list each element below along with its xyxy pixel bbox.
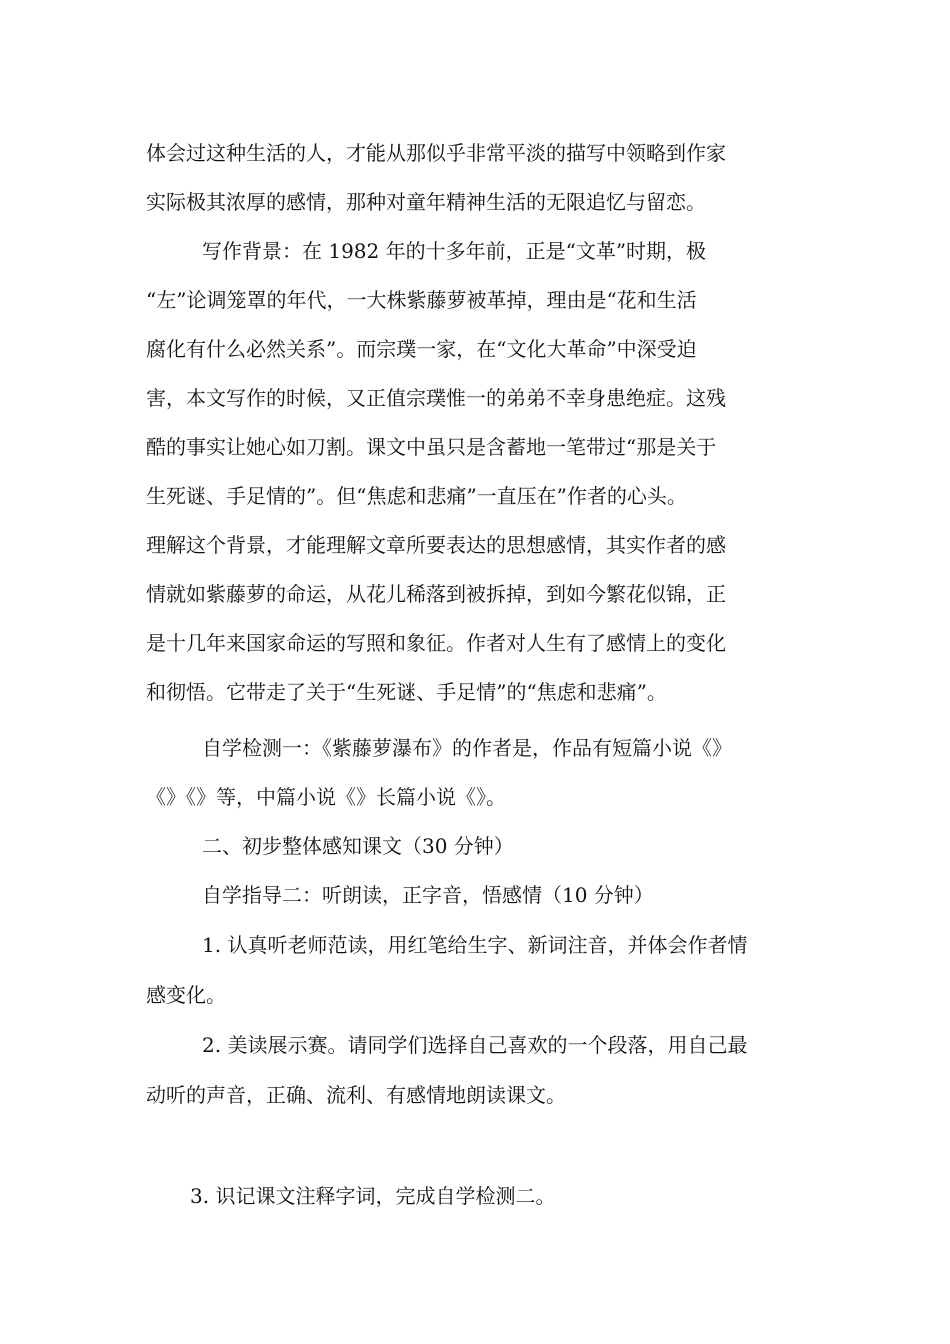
text-line: 和彻悟。它带走了关于“生死谜、手足情”的“焦虑和悲痛”。 xyxy=(146,680,667,704)
text-line: 《》《》等，中篇小说《》长篇小说《》。 xyxy=(146,785,506,809)
text-line: 情就如紫藤萝的命运，从花儿稀落到被拆掉，到如今繁花似锦，正 xyxy=(146,582,726,606)
text-line: 自学指导二：听朗读，正字音，悟感情（10 分钟） xyxy=(202,883,654,907)
text-line: 实际极其浓厚的感情，那种对童年精神生活的无限追忆与留恋。 xyxy=(146,190,706,214)
text-line: 酷的事实让她心如刀割。课文中虽只是含蓄地一笔带过“那是关于 xyxy=(146,435,717,459)
text-line: 是十几年来国家命运的写照和象征。作者对人生有了感情上的变化 xyxy=(146,631,726,655)
text-line: 自学检测一：《紫藤萝瀑布》的作者是，作品有短篇小说《》 xyxy=(202,736,732,760)
text-line: 腐化有什么必然关系”。而宗璞一家，在“文化大革命”中深受迫 xyxy=(146,337,697,361)
list-item: 2. 美读展示赛。请同学们选择自己喜欢的一个段落，用自己最 xyxy=(202,1033,748,1057)
text-line: 害，本文写作的时候，又正值宗璞惟一的弟弟不幸身患绝症。这残 xyxy=(146,386,726,410)
text-line: 感变化。 xyxy=(146,983,226,1007)
text-line: 理解这个背景，才能理解文章所要表达的思想感情，其实作者的感 xyxy=(146,533,726,557)
text-line: 动听的声音，正确、流利、有感情地朗读课文。 xyxy=(146,1083,566,1107)
text-line: 体会过这种生活的人，才能从那似乎非常平淡的描写中领略到作家 xyxy=(146,141,726,165)
section-heading: 二、初步整体感知课文（30 分钟） xyxy=(202,834,514,858)
text-line: “左”论调笼罩的年代，一大株紫藤萝被革掉，理由是“花和生活 xyxy=(146,288,697,312)
text-line: 写作背景：在 1982 年的十多年前，正是“文革”时期，极 xyxy=(202,239,707,263)
text-line: 生死谜、手足情的”。但“焦虑和悲痛”一直压在”作者的心头。 xyxy=(146,484,687,508)
list-item: 3. 识记课文注释字词，完成自学检测二。 xyxy=(190,1184,556,1208)
list-item: 1. 认真听老师范读，用红笔给生字、新词注音，并体会作者情 xyxy=(202,933,748,957)
